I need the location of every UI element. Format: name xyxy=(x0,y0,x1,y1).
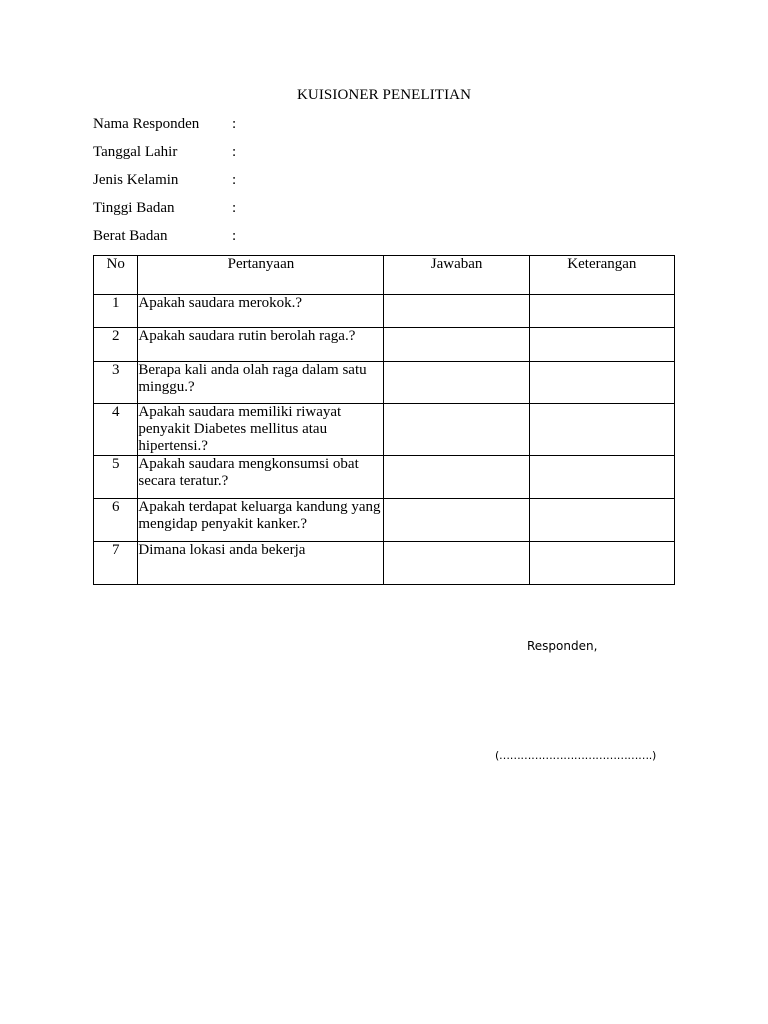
table-row xyxy=(94,404,675,456)
header-pertanyaan: Pertanyaan xyxy=(138,256,384,295)
row-question: Apakah saudara rutin berolah raga.? xyxy=(138,328,384,362)
row-question: Apakah saudara memiliki riwayat penyakit Diabetes mellitus atau hipertensi.? xyxy=(138,404,384,456)
row-number: 5 xyxy=(94,456,138,499)
row-note-cell[interactable] xyxy=(529,362,674,404)
row-number: 6 xyxy=(94,499,138,542)
header-no: No xyxy=(94,256,138,295)
header-jawaban: Jawaban xyxy=(384,256,529,295)
field-label: Tinggi Badan xyxy=(93,200,175,216)
row-note-cell[interactable] xyxy=(529,404,674,456)
header-keterangan: Keterangan xyxy=(529,256,674,295)
row-note-cell[interactable] xyxy=(529,542,674,585)
row-answer-cell[interactable] xyxy=(384,499,529,542)
row-question: Apakah saudara mengkonsumsi obat secara teratur.? xyxy=(138,456,384,499)
table-row xyxy=(94,362,675,404)
row-number: 1 xyxy=(94,295,138,328)
field-colon: : xyxy=(232,228,237,244)
field-colon: : xyxy=(232,172,237,188)
row-question: Apakah saudara merokok.? xyxy=(138,295,384,328)
field-colon: : xyxy=(232,144,237,160)
row-question: Berapa kali anda olah raga dalam satu minggu.? xyxy=(138,362,384,404)
row-number: 4 xyxy=(94,404,138,456)
row-answer-cell[interactable] xyxy=(384,328,529,362)
field-colon: : xyxy=(232,200,237,216)
table-row xyxy=(94,328,675,362)
field-colon: : xyxy=(232,116,237,132)
row-question: Dimana lokasi anda bekerja xyxy=(138,542,384,585)
field-label: Jenis Kelamin xyxy=(93,172,179,188)
row-note-cell[interactable] xyxy=(529,456,674,499)
table-header-row xyxy=(94,256,675,295)
table-row xyxy=(94,456,675,499)
row-answer-cell[interactable] xyxy=(384,404,529,456)
row-note-cell[interactable] xyxy=(529,328,674,362)
row-note-cell[interactable] xyxy=(529,499,674,542)
table-row xyxy=(94,542,675,585)
row-answer-cell[interactable] xyxy=(384,456,529,499)
table-row xyxy=(94,499,675,542)
row-answer-cell[interactable] xyxy=(384,542,529,585)
questionnaire-table xyxy=(93,255,675,585)
field-label: Berat Badan xyxy=(93,228,168,244)
row-answer-cell[interactable] xyxy=(384,362,529,404)
document-title: KUISIONER PENELITIAN xyxy=(296,87,472,103)
table-row xyxy=(94,295,675,328)
row-question: Apakah terdapat keluarga kandung yang mengidap penyakit kanker.? xyxy=(138,499,384,542)
signature-label: Responden, xyxy=(527,639,598,653)
field-label: Nama Responden xyxy=(93,116,200,132)
row-number: 3 xyxy=(94,362,138,404)
signature-line[interactable]: (…………………………………….) xyxy=(495,749,656,762)
row-number: 7 xyxy=(94,542,138,585)
field-label: Tanggal Lahir xyxy=(93,144,178,160)
row-note-cell[interactable] xyxy=(529,295,674,328)
row-number: 2 xyxy=(94,328,138,362)
row-answer-cell[interactable] xyxy=(384,295,529,328)
